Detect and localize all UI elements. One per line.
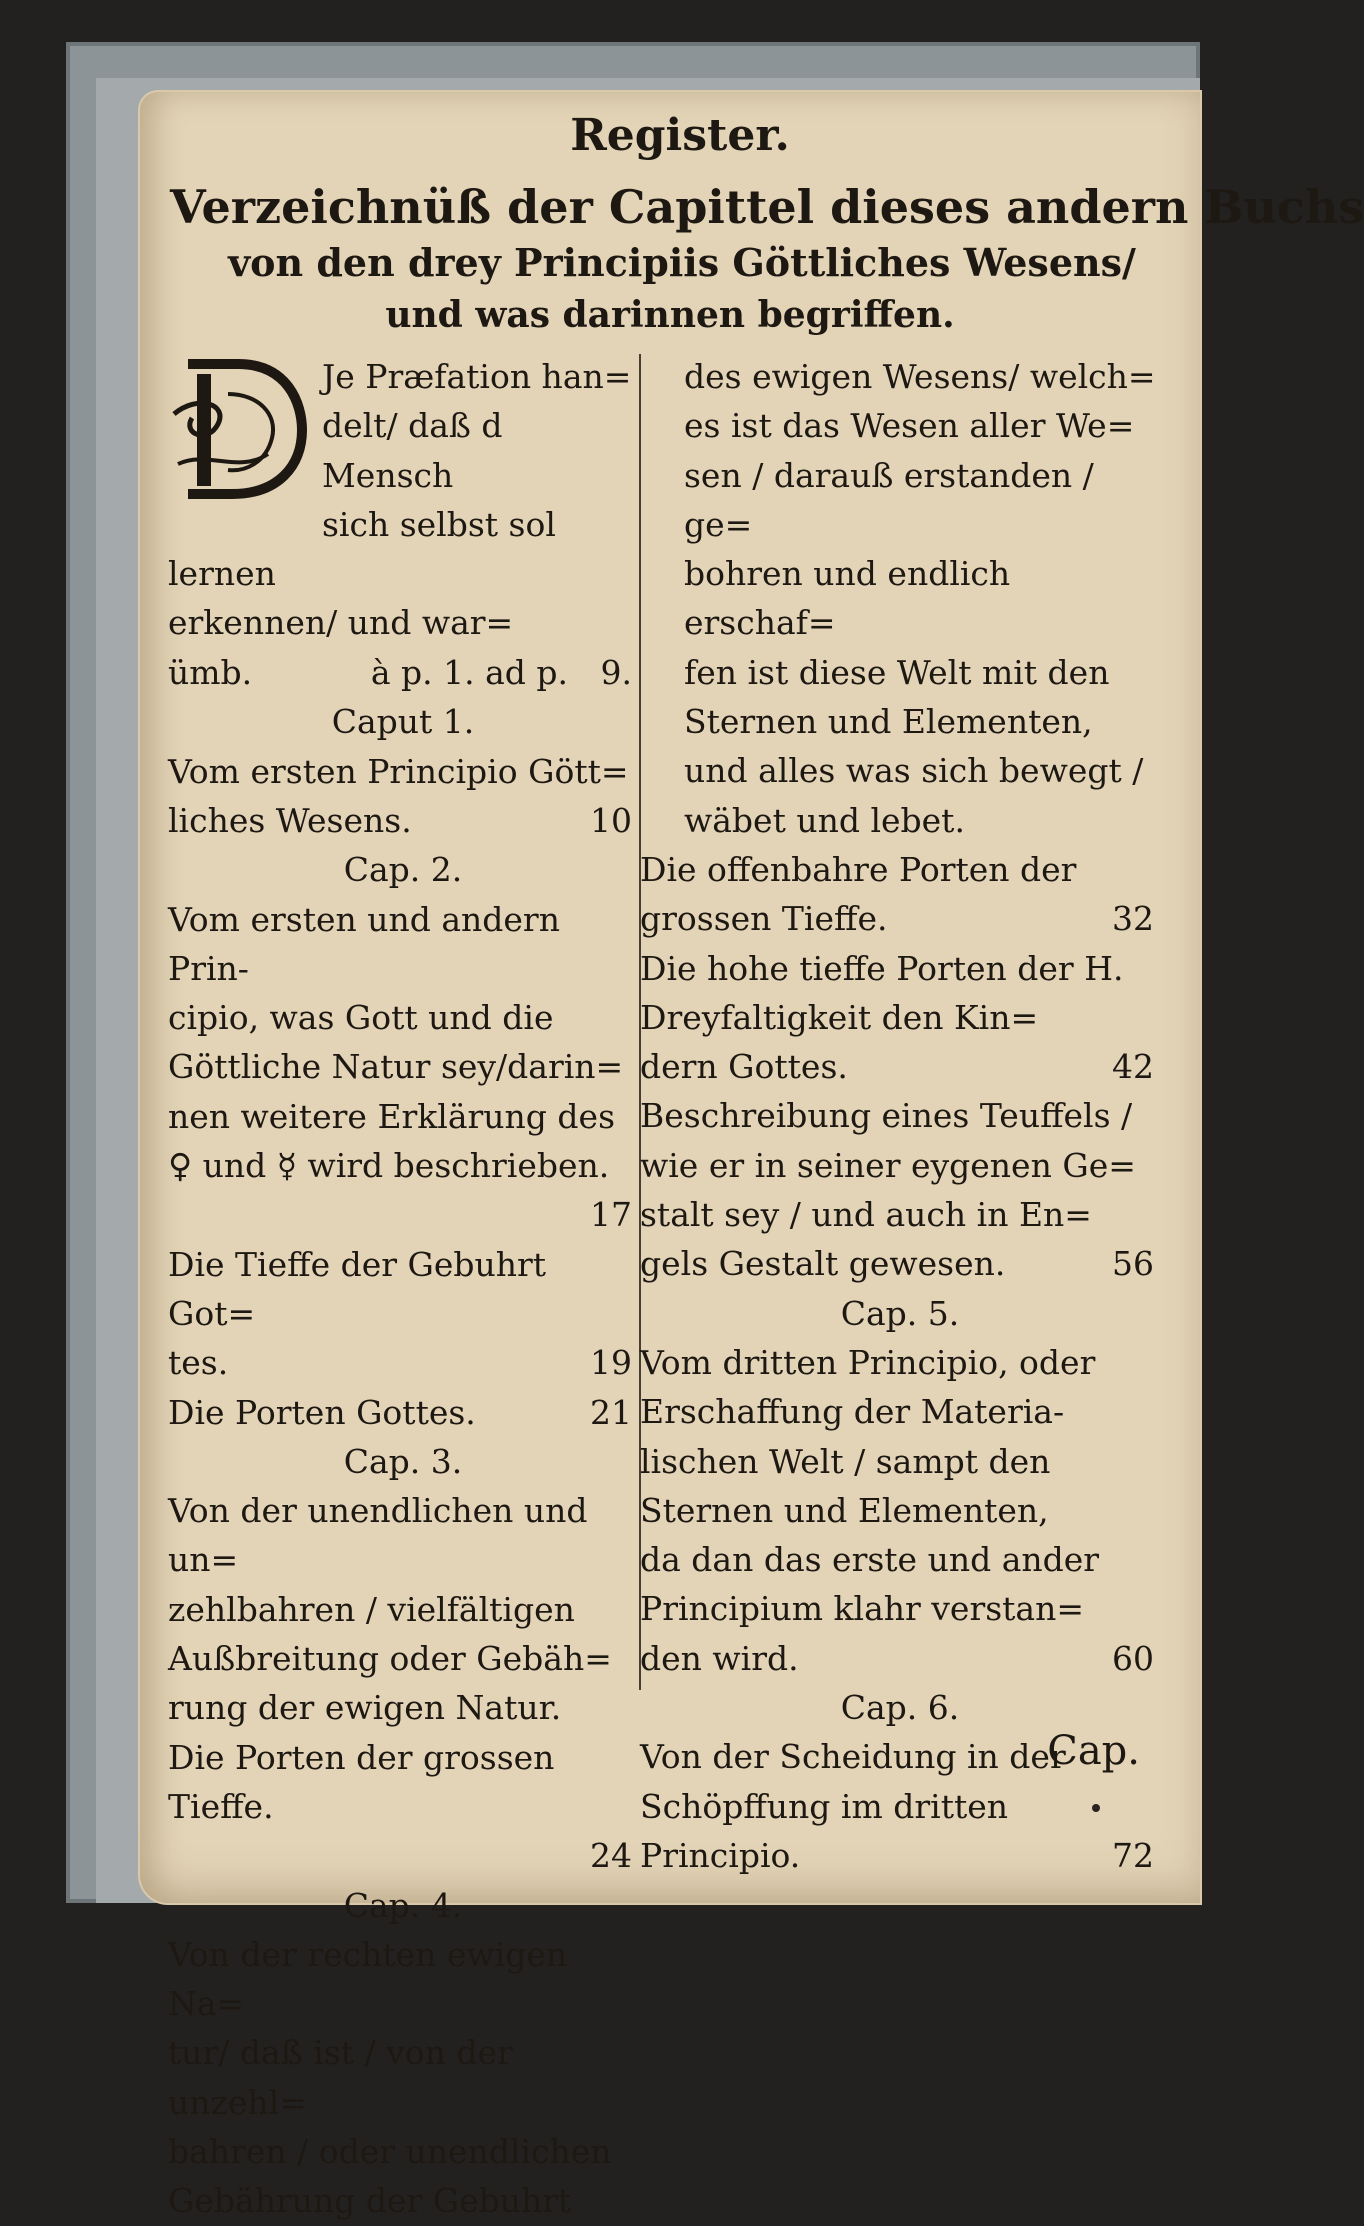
entry-text: Die Tieffe der Gebuhrt Got= tes. [168,1244,547,1383]
entry-text: Die Porten Gottes. [168,1392,476,1432]
cap-4-heading: Cap. 4. [343,1885,463,1925]
entry-text: Die offenbahre Porten der grossen Tieffe. [640,849,1077,939]
title-line-3: und was darinnen begriffen. [385,294,955,336]
cap-3-heading: Cap. 3. [343,1441,463,1481]
entry-text: Vom dritten Principio, oder Erschaffung der Materia- lischen Welt / sampt den Sternen und Elementen, da dan das erste und ander Principium klahr verstan= den wird. [640,1342,1100,1678]
toc-entry [640,1338,1160,1683]
running-head: Register. [570,110,790,161]
toc-entry-page-line [168,1831,638,1880]
page-number: 56 [1112,1244,1154,1284]
cap-2-heading: Cap. 2. [343,850,463,890]
toc-entry [168,1486,638,1732]
toc-entry [168,1240,638,1388]
toc-entry [640,1091,1160,1288]
book-page [140,92,1364,2221]
toc-entry [640,944,1160,1092]
entry-text: des ewigen Wesens/ welch= es ist das Wesen aller We= sen / darauß erstanden / ge= bohren und endlich erschaf= fen ist diese Welt mit den Sternen und Elementen, und alles was sich bewegt / wäbet und lebet. [684,357,1156,840]
entry-text: Vom ersten Principio Gött= liches Wesens. [168,751,629,840]
toc-entry [168,1930,638,2226]
title-line-2: von den drey Principiis Göttliches Wesens/ [228,240,1136,285]
cap-6-heading: Cap. 6. [840,1688,960,1728]
entry-text: Von der unendlichen und un= zehlbahren / vielfältigen Außbreitung oder Gebäh= rung der ewigen Natur. [168,1491,612,1728]
toc-entry-continued [640,352,1160,845]
toc-entry [168,1388,638,1437]
catchword: Cap. [1047,1728,1140,1774]
page-number: 21 [590,1392,632,1432]
page-number: 19 [590,1343,632,1383]
page-number: 32 [1112,899,1154,939]
page-number: 24 [590,1836,632,1876]
preface-page-end: 9. [600,653,632,693]
entry-text: Die hohe tieffe Porten der H. Dreyfaltigkeit den Kin= dern Gottes. [640,948,1124,1087]
toc-entry-page-line [168,1190,638,1239]
toc-entry [168,895,638,1191]
entry-text: Vom ersten und andern Prin- cipio, was Gott und die Göttliche Natur sey/darin= nen weitere Erklärung des ♀ und ☿ wird beschrieben. [168,899,624,1186]
left-column [168,352,638,2226]
entry-text: Beschreibung eines Teuffels / wie er in seiner eygenen Ge= stalt sey / und auch in En= gels Gestalt gewesen. [640,1096,1136,1284]
toc-entry [640,845,1160,944]
page-number: 60 [1112,1638,1154,1678]
page-number: 42 [1112,1047,1154,1087]
page-number: 10 [590,800,632,840]
toc-entry [168,1733,638,1832]
preface-pages-line [168,648,638,697]
page-text [140,92,1364,2221]
entry-text: Die Porten der grossen Tieffe. [168,1737,555,1826]
page-number: 17 [590,1195,632,1235]
page-number: 72 [1112,1835,1154,1875]
ink-speck [1092,1804,1100,1812]
cap-5-heading: Cap. 5. [840,1293,960,1333]
title-line-1: Verzeichnüß der Capittel dieses andern Buchs [170,180,1364,234]
preface-text: Je Præfation han= delt/ daß d Mensch sich selbst sol lernen erkennen/ und war= ümb. [168,357,632,692]
entry-text: Von der rechten ewigen Na= tur/ daß ist / von der unzehl= bahren / oder unendlichen Gebährung der Gebuhrt [168,1934,612,2221]
entry-text: Von der Scheidung in der Schöpffung im dritten Principio. [640,1737,1066,1875]
right-column [640,352,1160,1880]
decorated-initial-d-icon [168,354,308,502]
toc-entry [168,747,638,846]
caput-1-heading: Caput 1. [331,702,475,742]
preface-pages: à p. 1. ad p. [370,653,568,693]
preface-entry [168,352,638,697]
